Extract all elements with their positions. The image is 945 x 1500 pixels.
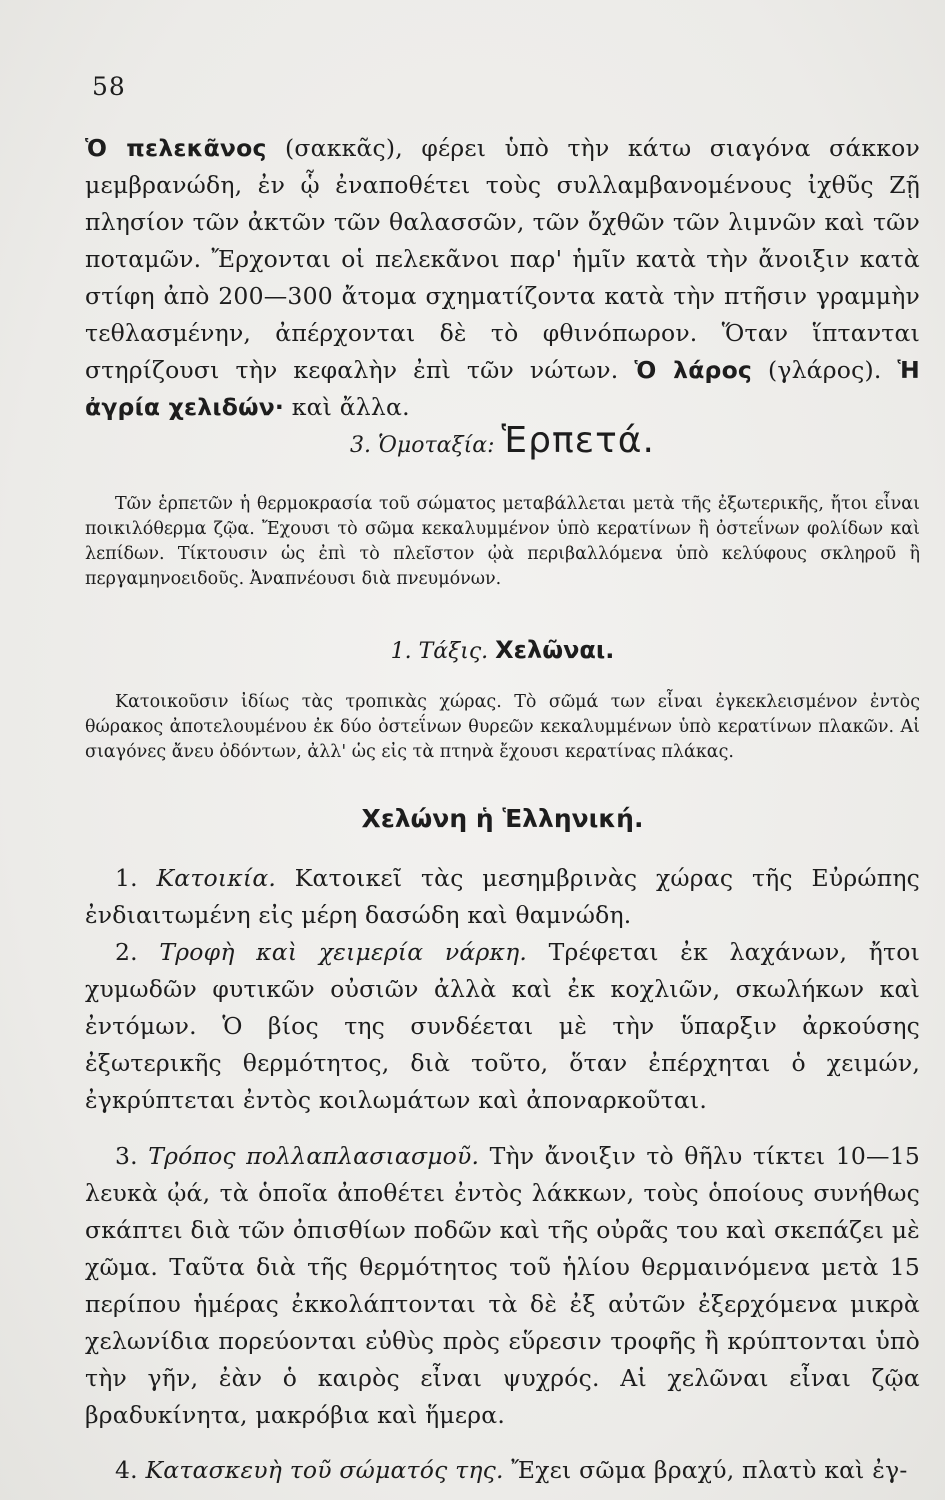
section-number: 3.: [115, 1142, 149, 1170]
paragraph-reptiles: Τῶν ἑρπετῶν ἡ θερμοκρασία τοῦ σώματος μεταβάλλεται μετὰ τῆς ἐξωτερικῆς, ἤτοι εἶναι ποικιλόθερμα ζῷα. Ἔχουσι τὸ σῶμα κεκαλυμμένον ὑπὸ κερατίνων ἢ ὀστεΐνων φολίδων καὶ λεπίδων. Τίκτουσιν ὡς ἐπὶ τὸ πλεῖστον ᾠὰ περιβαλλόμενα ὑπὸ κελύφους σκληροῦ ἢ περγαμηνοειδοῦς. Ἀναπνέουσι διὰ πνευμόνων.: [85, 494, 920, 589]
section-number: 4.: [115, 1456, 146, 1484]
section-title: Κατασκευὴ τοῦ σώματός της.: [145, 1456, 504, 1484]
term-swallow: Ἡ ἀγρία χελιδών·: [85, 356, 920, 421]
section-reproduction: [85, 1138, 920, 1434]
section-text: Κατοικεῖ τὰς μεσημβρινὰς χώρας τῆς Εὐρώπης ἐνδιαιτωμένη εἰς μέρη δασώδη καὶ θαμνώδη.: [85, 864, 920, 929]
section-text: Τὴν ἄνοιξιν τὸ θῆλυ τίκτει 10—15 λευκὰ ᾠά, τὰ ὁποῖα ἀποθέτει ἐντὸς λάκκων, τοὺς ὁποίους συνήθως σκάπτει διὰ τῶν ὀπισθίων ποδῶν καὶ τῆς οὐρᾶς του καὶ σκεπάζει μὲ χῶμα. Ταῦτα διὰ τῆς θερμότητος τοῦ ἡλίου θερμαινόμενα μετὰ 15 περίπου ἡμέρας ἐκκολάπτονται τὰ δὲ ἐξ αὐτῶν ἐξερχόμενα μικρὰ χελωνίδια πορεύονται εὐθὺς πρὸς εὕρεσιν τροφῆς ἢ κρύπτονται ὑπὸ τὴν γῆν, ἐὰν ὁ καιρὸς εἶναι ψυχρός. Αἱ χελῶναι εἶναι ζῷα βραδυκίνητα, μακρόβια καὶ ἥμερα.: [85, 1142, 921, 1429]
section-habitat: [85, 860, 920, 934]
heading-order-label: 1. Τάξις.: [390, 639, 496, 664]
paragraph-birds: [85, 130, 920, 426]
section-body-structure: [85, 1452, 920, 1489]
section-number: 2.: [115, 938, 160, 966]
term-pelican: Ὁ πελεκᾶνος: [85, 134, 267, 162]
heading-class-name: Ἑρπετά.: [501, 420, 655, 461]
section-text: Τρέφεται ἐκ λαχάνων, ἤτοι χυμωδῶν φυτικῶν οὐσιῶν ἀλλὰ καὶ ἐκ κοχλιῶν, σκωλήκων καὶ ἐντόμων. Ὁ βίος της συνδέεται μὲ τὴν ὕπαρξιν ἀρκούσης ἐξωτερικῆς θερμότητος, διὰ τοῦτο, ὅταν ἐπέρχηται ὁ χειμών, ἐγκρύπτεται ἐντὸς κοιλωμάτων καὶ ἀποναρκοῦται.: [85, 938, 921, 1114]
heading-order-turtles: [85, 636, 920, 664]
section-text: Ἔχει σῶμα βραχύ, πλατὺ καὶ ἐγ-: [503, 1456, 908, 1484]
section-title: Κατοικία.: [156, 864, 277, 892]
section-title: Τροφὴ καὶ χειμερία νάρκη.: [159, 938, 528, 966]
heading-class-reptiles: [85, 420, 920, 461]
page-number: 58: [92, 72, 126, 101]
section-number: 1.: [115, 864, 157, 892]
heading-order-name: Χελῶναι.: [495, 636, 615, 664]
heading-class-label: 3. Ὁμοταξία:: [350, 433, 502, 458]
term-gull: Ὁ λάρος: [634, 356, 753, 384]
text-swallow: καὶ ἄλλα.: [284, 393, 410, 421]
text-gull: (γλάρος).: [752, 356, 898, 384]
text-pelican: (σακκᾶς), φέρει ὑπὸ τὴν κάτω σιαγόνα σάκκον μεμβρανώδη, ἐν ᾧ ἐναποθέτει τοὺς συλλαμβανομένους ἰχθῦς Ζῇ πλησίον τῶν ἀκτῶν τῶν θαλασσῶν, τῶν ὄχθῶν τῶν λιμνῶν καὶ τῶν ποταμῶν. Ἔρχονται οἱ πελεκᾶνοι παρ' ἡμῖν κατὰ τὴν ἄνοιξιν κατὰ στίφη ἀπὸ 200—300 ἄτομα σχηματίζοντα κατὰ τὴν πτῆσιν γραμμὴν τεθλασμένην, ἀπέρχονται δὲ τὸ φθινόπωρον. Ὅταν ἵπτανται στηρίζουσι τὴν κεφαλὴν ἐπὶ τῶν νώτων.: [85, 134, 920, 384]
section-title: Τρόπος πολλαπλασιασμοῦ.: [148, 1142, 480, 1170]
section-food-hibernation: [85, 934, 920, 1119]
heading-species-name: Χελώνη ἡ Ἑλληνική.: [361, 804, 644, 833]
paragraph-turtles: Κατοικοῦσιν ἰδίως τὰς τροπικὰς χώρας. Τὸ σῶμά των εἶναι ἐγκεκλεισμένον ἐντὸς θώρακος ἀποτελουμένου ἐκ δύο ὀστεΐνων θυρεῶν κεκαλυμμένων ὑπὸ κερατίνων πλακῶν. Αἱ σιαγόνες ἄνευ ὀδόντων, ἀλλ' ὡς εἰς τὰ πτηνὰ ἔχουσι κερατίνας πλάκας.: [85, 692, 920, 762]
heading-species: [85, 804, 920, 833]
